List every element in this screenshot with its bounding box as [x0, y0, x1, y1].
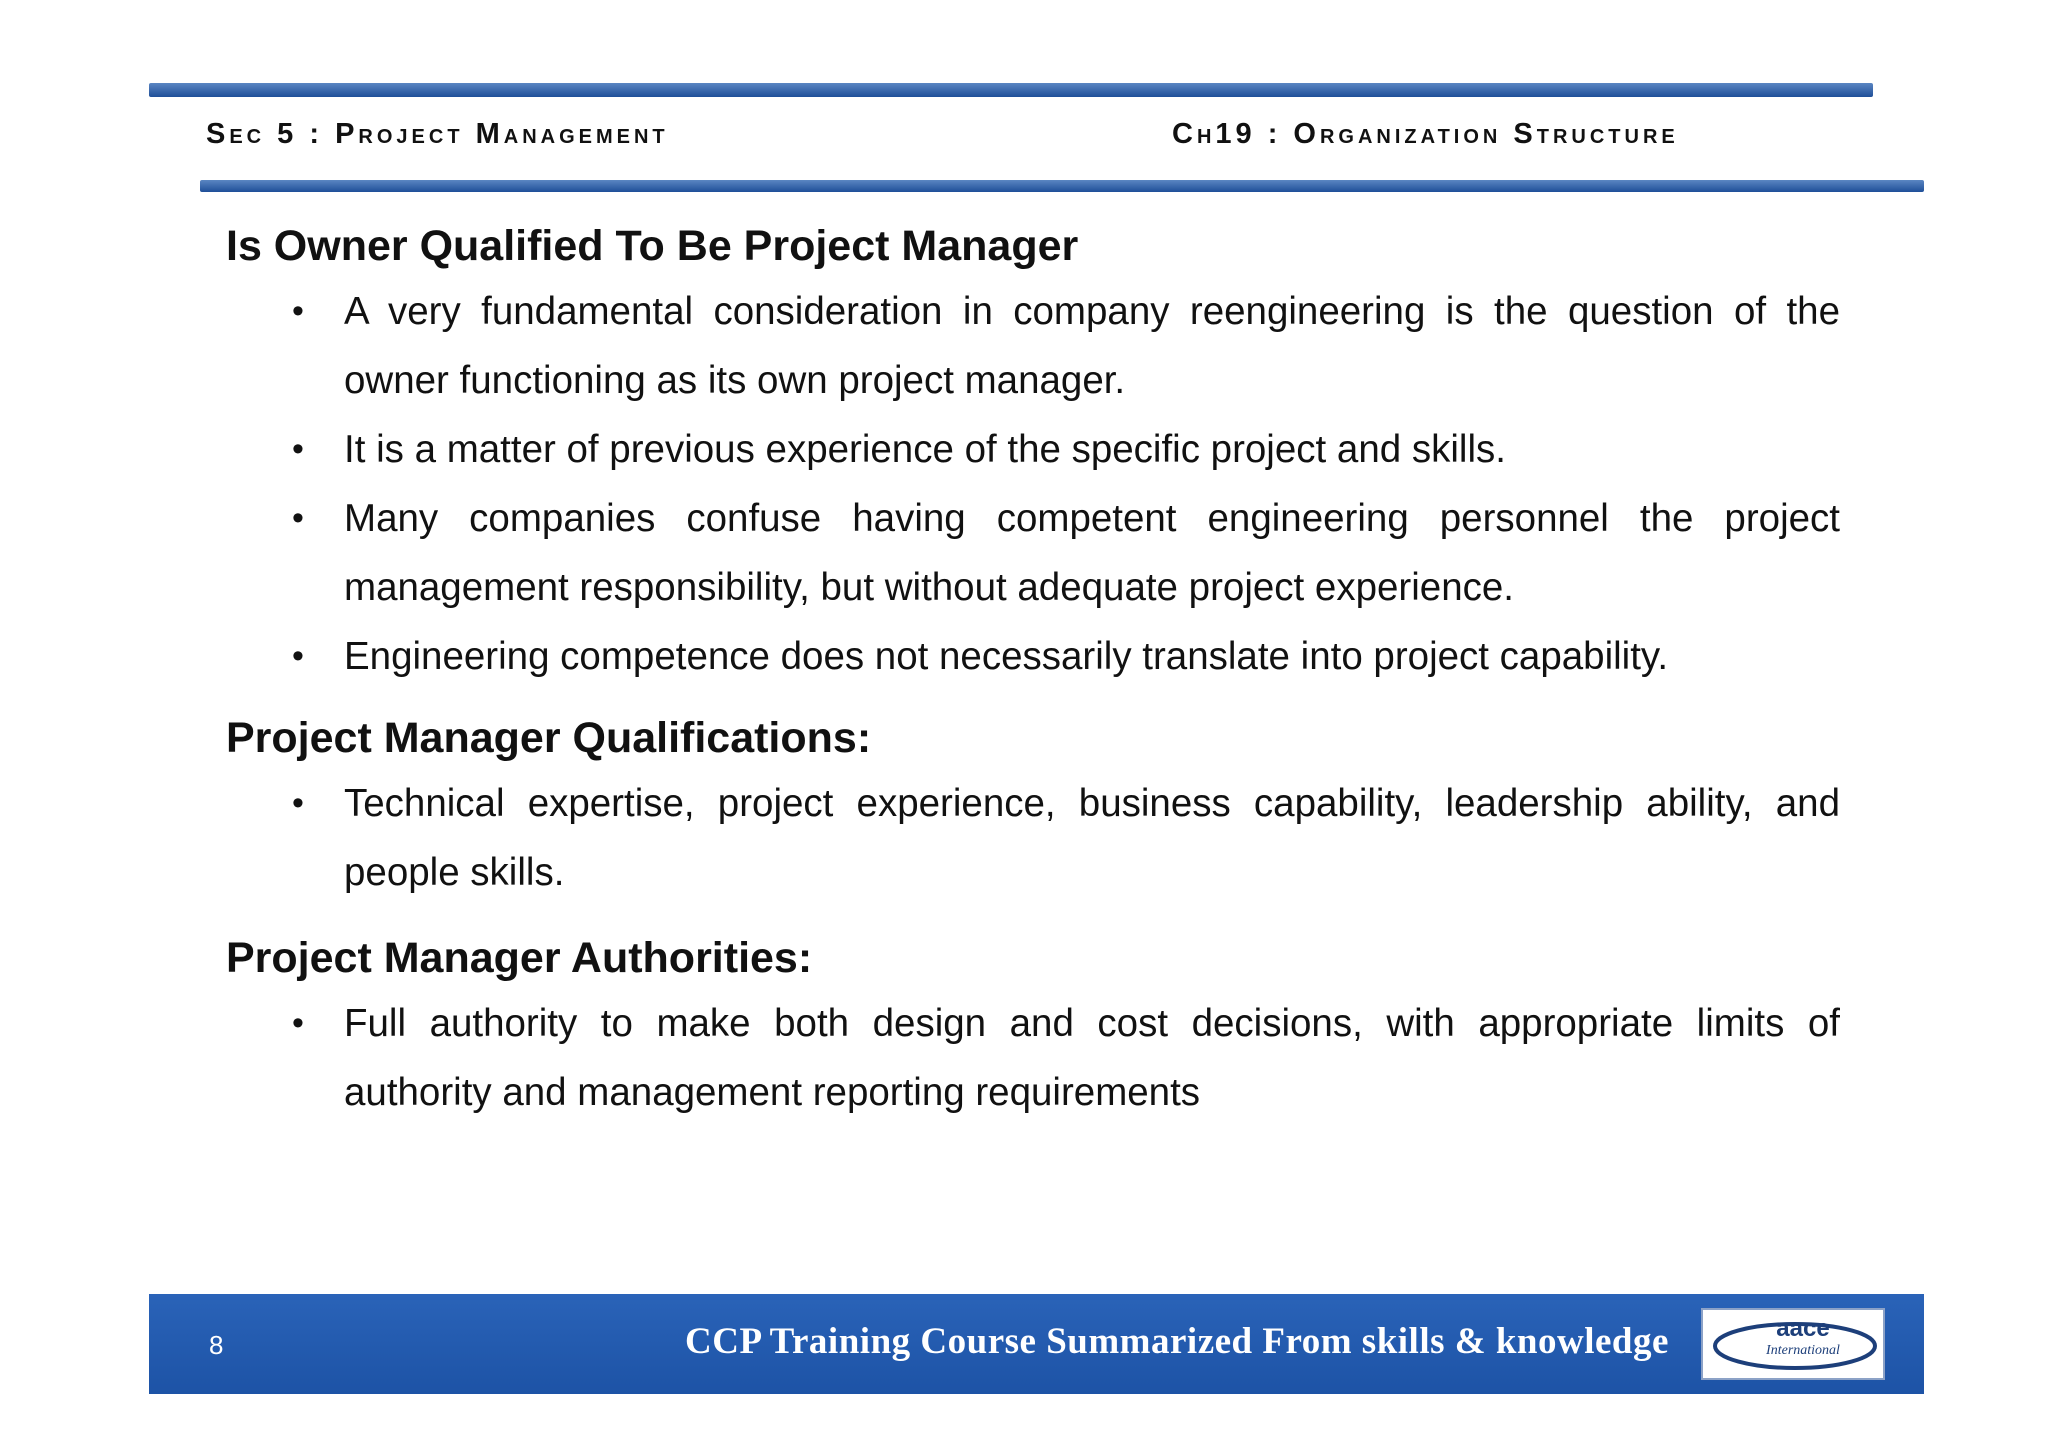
footer-bar	[149, 1294, 1924, 1394]
bullet-dot-icon: •	[292, 499, 304, 537]
slide-content	[226, 215, 1846, 1127]
bullet-item: • It is a matter of previous experience of the specific project and skills.	[344, 415, 1846, 484]
header-rule-bottom	[200, 180, 1924, 192]
bullet-list-qualifications	[226, 769, 1846, 907]
heading-pm-qualifications: Project Manager Qualifications:	[226, 714, 872, 762]
chapter-title: Ch19 : Organization Structure	[1172, 118, 1679, 150]
footer-tagline: CCP Training Course Summarized From skills & knowledge	[685, 1321, 1669, 1362]
bullet-dot-icon: •	[292, 292, 304, 330]
bullet-list-authorities	[226, 989, 1846, 1127]
heading-owner-qualified: Is Owner Qualified To Be Project Manager	[226, 222, 1079, 270]
bullet-item: • Technical expertise, project experience, business capability, leadership ability, and people skills.	[344, 769, 1846, 907]
aace-logo-icon	[1703, 1310, 1883, 1378]
bullet-item: • A very fundamental consideration in company reengineering is the question of the owner functioning as its own project manager.	[344, 277, 1846, 415]
page-number: 8	[209, 1330, 224, 1360]
heading-pm-authorities: Project Manager Authorities:	[226, 934, 813, 982]
bullet-item: • Engineering competence does not necessarily translate into project capability.	[344, 622, 1846, 691]
bullet-item: • Many companies confuse having competent engineering personnel the project management responsibility, but without adequate project experience.	[344, 484, 1846, 622]
aace-logo	[1701, 1308, 1885, 1380]
header-rule-top	[149, 83, 1873, 97]
bullet-item: • Full authority to make both design and cost decisions, with appropriate limits of authority and management reporting requirements	[344, 989, 1846, 1127]
bullet-dot-icon: •	[292, 1004, 304, 1042]
bullet-dot-icon: •	[292, 637, 304, 675]
bullet-dot-icon: •	[292, 784, 304, 822]
bullet-dot-icon: •	[292, 430, 304, 468]
logo-text: aace	[1776, 1315, 1830, 1342]
logo-subtext: International	[1766, 1343, 1840, 1358]
bullet-list-owner	[226, 277, 1846, 691]
section-title: Sec 5 : Project Management	[206, 118, 669, 150]
